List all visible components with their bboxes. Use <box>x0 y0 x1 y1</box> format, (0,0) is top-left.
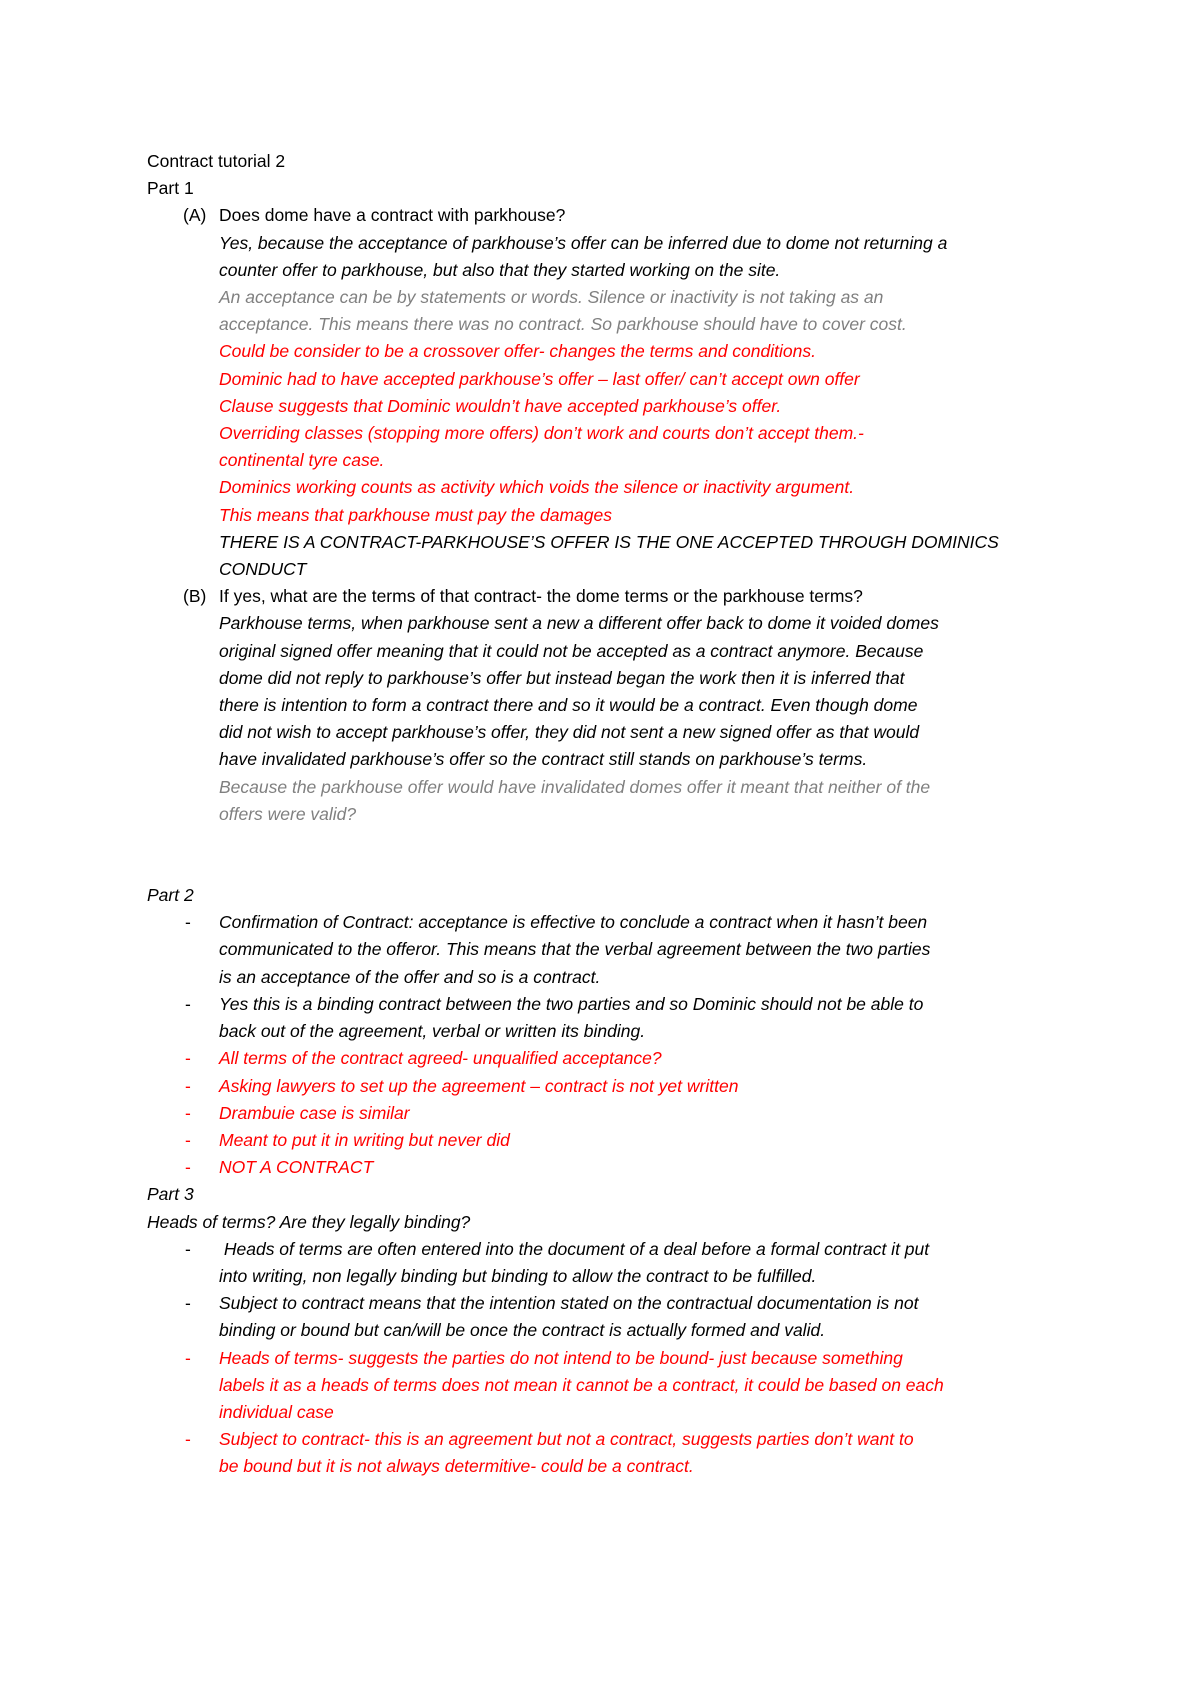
text-line: Yes this is a binding contract between the two parties and so Dominic should not be able to <box>219 993 924 1014</box>
text-line: continental tyre case. <box>219 450 385 471</box>
question-a-label: (A) <box>183 205 207 226</box>
bullet-dash: - <box>185 1102 191 1123</box>
text-line: Clause suggests that Dominic wouldn’t have accepted parkhouse’s offer. <box>219 395 782 416</box>
question-b <box>147 583 1067 610</box>
text-line: CONDUCT <box>219 559 307 580</box>
part3-subheading: Heads of terms? Are they legally binding? <box>147 1211 471 1232</box>
document-title: Contract tutorial 2 <box>147 151 286 171</box>
answer-a-red-notes <box>147 338 1067 528</box>
question-a-text: Does dome have a contract with parkhouse? <box>219 205 566 226</box>
list-item <box>147 1127 1067 1154</box>
text-line: back out of the agreement, verbal or written its binding. <box>219 1021 646 1042</box>
text-line: counter offer to parkhouse, but also that they started working on the site. <box>219 259 781 280</box>
text-line: did not wish to accept parkhouse’s offer, they did not sent a new signed offer as that would <box>219 722 920 743</box>
text-line: Dominic had to have accepted parkhouse’s offer – last offer/ can’t accept own offer <box>219 368 860 389</box>
text-line: Overriding classes (stopping more offers) don’t work and courts don’t accept them.- <box>219 423 864 444</box>
text-line: Dominics working counts as activity which voids the silence or inactivity argument. <box>219 477 855 498</box>
bullet-dash: - <box>185 993 191 1014</box>
list-item <box>147 1100 1067 1127</box>
text-line: Asking lawyers to set up the agreement – contract is not yet written <box>219 1075 739 1096</box>
text-line: This means that parkhouse must pay the damages <box>219 504 612 525</box>
bullet-dash: - <box>185 1129 191 1150</box>
bullet-dash: - <box>185 1075 191 1096</box>
text-line: Subject to contract means that the intention stated on the contractual documentation is not <box>219 1293 919 1314</box>
document-body <box>147 148 1067 1481</box>
text-line: original signed offer meaning that it could not be accepted as a contract anymore. Because <box>219 640 924 661</box>
text-line: have invalidated parkhouse’s offer so the contract still stands on parkhouse’s terms. <box>219 749 868 770</box>
bullet-dash: - <box>185 1238 191 1259</box>
part1-heading: Part 1 <box>147 178 194 199</box>
list-item <box>147 1290 1067 1344</box>
list-item <box>147 1073 1067 1100</box>
text-line: Yes, because the acceptance of parkhouse’s offer can be inferred due to dome not returning a <box>219 232 948 253</box>
spacer <box>147 828 1067 882</box>
answer-b-gray-note <box>147 774 1067 828</box>
list-item <box>147 1236 1067 1290</box>
text-line: binding or bound but can/will be once the contract is actually formed and valid. <box>219 1320 826 1341</box>
text-line: dome did not reply to parkhouse’s offer but instead began the work then it is inferred that <box>219 667 905 688</box>
list-item <box>147 1345 1067 1427</box>
text-line: is an acceptance of the offer and so is a contract. <box>219 966 601 987</box>
text-line: Parkhouse terms, when parkhouse sent a new a different offer back to dome it voided domes <box>219 613 939 634</box>
text-line: labels it as a heads of terms does not mean it cannot be a contract, it could be based on each <box>219 1374 944 1395</box>
list-item <box>147 1045 1067 1072</box>
bullet-dash: - <box>185 1048 191 1069</box>
text-line: acceptance. This means there was no contract. So parkhouse should have to cover cost. <box>219 314 907 335</box>
text-line: be bound but it is not always determitive- could be a contract. <box>219 1456 694 1477</box>
text-line: Drambuie case is similar <box>219 1102 410 1123</box>
text-line: All terms of the contract agreed- unqualified acceptance? <box>219 1048 662 1069</box>
text-line: Heads of terms are often entered into the document of a deal before a formal contract it put <box>219 1238 930 1259</box>
text-line: THERE IS A CONTRACT-PARKHOUSE’S OFFER IS THE ONE ACCEPTED THROUGH DOMINICS <box>219 531 999 552</box>
answer-a-main <box>147 230 1067 284</box>
bullet-dash: - <box>185 912 191 933</box>
text-line: An acceptance can be by statements or words. Silence or inactivity is not taking as an <box>219 287 884 308</box>
text-line: Could be consider to be a crossover offer- changes the terms and conditions. <box>219 341 816 362</box>
question-b-text: If yes, what are the terms of that contract- the dome terms or the parkhouse terms? <box>219 586 863 607</box>
bullet-dash: - <box>185 1293 191 1314</box>
text-line: Meant to put it in writing but never did <box>219 1129 510 1150</box>
question-a <box>147 202 1067 229</box>
part2-heading: Part 2 <box>147 885 194 906</box>
answer-a-gray-note <box>147 284 1067 338</box>
list-item <box>147 991 1067 1045</box>
answer-a-conclusion <box>147 529 1067 583</box>
bullet-dash: - <box>185 1347 191 1368</box>
text-line: NOT A CONTRACT <box>219 1157 374 1178</box>
part2-list <box>147 909 1067 1181</box>
list-item <box>147 1154 1067 1181</box>
text-line: individual case <box>219 1401 334 1422</box>
bullet-dash: - <box>185 1157 191 1178</box>
text-line: there is intention to form a contract there and so it would be a contract. Even though dome <box>219 695 918 716</box>
text-line: into writing, non legally binding but binding to allow the contract to be fulfilled. <box>219 1265 817 1286</box>
text-line: Confirmation of Contract: acceptance is effective to conclude a contract when it hasn’t been <box>219 912 928 933</box>
list-item <box>147 1426 1067 1480</box>
part3-heading: Part 3 <box>147 1184 194 1205</box>
bullet-dash: - <box>185 1429 191 1450</box>
text-line: offers were valid? <box>219 803 357 824</box>
text-line: Subject to contract- this is an agreement but not a contract, suggests parties don’t want to <box>219 1429 914 1450</box>
answer-b-main <box>147 610 1067 773</box>
text-line: Heads of terms- suggests the parties do not intend to be bound- just because something <box>219 1347 903 1368</box>
list-item <box>147 909 1067 991</box>
question-b-label: (B) <box>183 586 207 607</box>
part3-list <box>147 1236 1067 1481</box>
text-line: Because the parkhouse offer would have invalidated domes offer it meant that neither of the <box>219 776 931 797</box>
text-line: communicated to the offeror. This means that the verbal agreement between the two parties <box>219 939 931 960</box>
